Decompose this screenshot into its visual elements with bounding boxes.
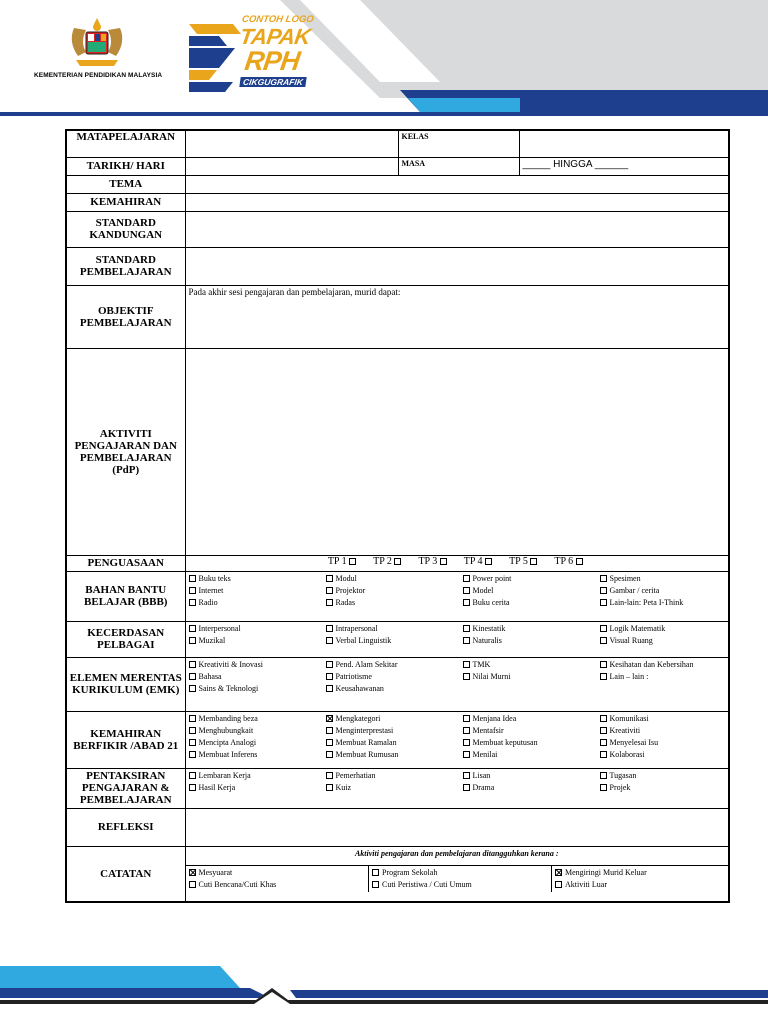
pentaksiran-option[interactable] (326, 770, 463, 782)
kp-option[interactable] (463, 623, 600, 635)
bbb-option[interactable] (600, 597, 726, 609)
checkbox-icon[interactable] (463, 673, 470, 680)
bbb-column (326, 573, 463, 609)
kba-option[interactable] (189, 713, 326, 725)
jata-negara-logo (66, 14, 128, 72)
kba-option-label: Menyelesai Isu (609, 737, 659, 747)
skill-field[interactable] (185, 193, 729, 211)
kba-option[interactable] (600, 737, 726, 749)
date-field[interactable] (185, 157, 398, 175)
theme-label: TEMA (66, 175, 185, 193)
emk-option-label: TMK (472, 659, 491, 669)
kp-option-label: Logik Matematik (609, 623, 666, 633)
checkbox-icon[interactable] (326, 661, 333, 668)
checkbox-icon[interactable] (189, 599, 196, 606)
bbb-option[interactable] (189, 573, 326, 585)
checked-checkbox-icon[interactable] (189, 869, 196, 876)
bbb-column (189, 573, 326, 609)
kba-option-label: Menginterprestasi (335, 725, 394, 735)
emk-option[interactable] (326, 683, 463, 695)
bbb-option[interactable] (463, 585, 600, 597)
objective-label: OBJEKTIF PEMBELAJARAN (66, 285, 185, 348)
bbb-column (463, 573, 600, 609)
mastery-options (186, 556, 729, 567)
checkbox-icon[interactable] (600, 772, 607, 779)
ministry-name: KEMENTERIAN PENDIDIKAN MALAYSIA (34, 72, 163, 79)
time-field[interactable]: _____ HINGGA ______ (519, 157, 729, 175)
checkbox-icon[interactable] (463, 727, 470, 734)
checkbox-icon[interactable] (463, 575, 470, 582)
checkbox-icon[interactable] (326, 575, 333, 582)
kba-option[interactable] (326, 737, 463, 749)
kp-option-label: Intrapersonal (335, 623, 378, 633)
bbb-option-label: Model (472, 585, 494, 595)
tp-option[interactable] (509, 556, 540, 567)
notes-col (369, 865, 552, 892)
notes-label: CATATAN (66, 846, 185, 902)
bbb-option[interactable] (189, 585, 326, 597)
checked-checkbox-icon[interactable] (555, 869, 562, 876)
emk-column (600, 659, 726, 695)
assessment-options (189, 770, 726, 794)
checkbox-icon[interactable] (189, 625, 196, 632)
checkbox-icon[interactable] (189, 637, 196, 644)
time-label: MASA (398, 157, 519, 175)
content-standard-label: STANDARD KANDUNGAN (66, 211, 185, 247)
emk-option-label: Keusahawanan (335, 683, 384, 693)
bbb-option-label: Radio (198, 597, 218, 607)
kp-option[interactable] (326, 635, 463, 647)
kba-column (463, 713, 600, 761)
pentaksiran-column (463, 770, 600, 794)
kba-option-label: Mentafsir (472, 725, 504, 735)
emk-option[interactable] (463, 659, 600, 671)
checkbox-icon[interactable] (600, 637, 607, 644)
kba-option[interactable] (189, 749, 326, 761)
learning-standard-field[interactable] (185, 247, 729, 285)
kba-option-label: Menjana Idea (472, 713, 517, 723)
notes-options (186, 865, 729, 892)
tp-option[interactable] (554, 556, 585, 567)
tp-label: TP 6 (554, 555, 574, 567)
kba-column (326, 713, 463, 761)
checkbox-icon[interactable] (600, 715, 607, 722)
emk-label: ELEMEN MERENTAS KURIKULUM (EMK) (66, 657, 185, 711)
checkbox-icon[interactable] (463, 587, 470, 594)
emk-option[interactable] (326, 671, 463, 683)
kp-options (189, 623, 726, 647)
kp-option[interactable] (600, 623, 726, 635)
emk-option[interactable] (600, 671, 726, 683)
checkbox-icon[interactable] (189, 685, 196, 692)
checkbox-icon[interactable] (189, 784, 196, 791)
tp-option[interactable] (328, 556, 359, 567)
checkbox-icon[interactable] (463, 751, 470, 758)
date-label: TARIKH/ HARI (66, 157, 185, 175)
kba-option-label: Membuat Rumusan (335, 749, 399, 759)
checkbox-icon[interactable] (600, 599, 607, 606)
footer-decoration (0, 960, 768, 1024)
emk-option[interactable] (600, 659, 726, 671)
logo-line3: RPH (242, 46, 302, 76)
kba-option[interactable] (463, 749, 600, 761)
activity-label: AKTIVITI PENGAJARAN DAN PEMBELAJARAN (PdP) (66, 348, 185, 555)
kba-option[interactable] (189, 737, 326, 749)
kba-option[interactable] (600, 725, 726, 737)
pentaksiran-option-label: Pemerhatian (335, 770, 376, 780)
pentaksiran-option[interactable] (189, 770, 326, 782)
notes-heading: Aktiviti pengajaran dan pembelajaran ditangguhkan kerana : (354, 848, 559, 858)
checkbox-icon[interactable] (600, 739, 607, 746)
kp-option-label: Naturalis (472, 635, 502, 645)
emk-option[interactable] (189, 659, 326, 671)
notes-option-label: Cuti Bencana/Cuti Khas (198, 879, 277, 889)
notes-option-label: Mesyuarat (198, 867, 233, 877)
emk-option-label: Lain – lain : (609, 671, 649, 681)
bbb-option-label: Gambar / cerita (609, 585, 660, 595)
bbb-option-label: Radas (335, 597, 356, 607)
emk-option[interactable] (189, 671, 326, 683)
kba-option-label: Mencipta Analogi (198, 737, 257, 747)
checkbox-icon[interactable] (463, 772, 470, 779)
notes-col (552, 865, 729, 892)
kp-column (189, 623, 326, 647)
checkbox-icon[interactable] (326, 772, 333, 779)
kp-option[interactable] (326, 623, 463, 635)
bbb-option[interactable] (463, 597, 600, 609)
kba-option[interactable] (600, 713, 726, 725)
kp-option-label: Interpersonal (198, 623, 241, 633)
kba-option-label: Membanding beza (198, 713, 258, 723)
checkbox-icon[interactable] (463, 784, 470, 791)
emk-option-label: Nilai Murni (472, 671, 511, 681)
notes-option-label: Program Sekolah (382, 867, 438, 877)
kp-option[interactable] (463, 635, 600, 647)
logo-line1: CONTOH LOGO (241, 14, 315, 25)
bbb-option-label: Lain-lain: Peta I-Think (609, 597, 684, 607)
tp-label: TP 3 (418, 555, 438, 567)
kp-label: KECERDASAN PELBAGAI (66, 621, 185, 657)
checkbox-icon[interactable] (189, 881, 196, 888)
bbb-option-label: Buku teks (198, 573, 231, 583)
pentaksiran-option[interactable] (189, 782, 326, 794)
emk-option[interactable] (463, 671, 600, 683)
class-field[interactable] (519, 130, 729, 157)
kba-option-label: Mengkategori (335, 713, 381, 723)
checkbox-icon[interactable] (189, 575, 196, 582)
tp-option[interactable] (418, 556, 449, 567)
checkbox-icon[interactable] (463, 625, 470, 632)
kba-option-label: Kreativiti (609, 725, 641, 735)
kba-column (189, 713, 326, 761)
emk-option-label: Sains & Teknologi (198, 683, 259, 693)
kba-option-label: Membuat keputusan (472, 737, 538, 747)
reflection-field[interactable] (185, 808, 729, 846)
content-standard-field[interactable] (185, 211, 729, 247)
checkbox-icon[interactable] (326, 673, 333, 680)
pentaksiran-column (326, 770, 463, 794)
kp-column (326, 623, 463, 647)
bbb-option[interactable] (326, 585, 463, 597)
checkbox-icon[interactable] (189, 587, 196, 594)
reflection-label: REFLEKSI (66, 808, 185, 846)
checkbox-icon[interactable] (600, 575, 607, 582)
checkbox-icon[interactable] (440, 558, 447, 565)
checkbox-icon[interactable] (326, 727, 333, 734)
kba-option-label: Membuat Ramalan (335, 737, 397, 747)
emk-options (189, 659, 726, 695)
notes-option-label: Mengiringi Murid Keluar (565, 867, 647, 877)
kba-option-label: Membuat Inferens (198, 749, 258, 759)
bbb-options (189, 573, 726, 609)
bbb-option[interactable] (189, 597, 326, 609)
notes-col (186, 865, 369, 892)
checked-checkbox-icon[interactable] (326, 715, 333, 722)
kba-option-label: Menghubungkait (198, 725, 254, 735)
notes-option[interactable] (372, 867, 548, 879)
pentaksiran-column (600, 770, 726, 794)
kba-option[interactable] (326, 725, 463, 737)
bbb-option-label: Modul (335, 573, 357, 583)
kp-option-label: Verbal Linguistik (335, 635, 392, 645)
checkbox-icon[interactable] (600, 587, 607, 594)
mastery-label: PENGUASAAN (66, 555, 185, 571)
checkbox-icon[interactable] (600, 661, 607, 668)
checkbox-icon[interactable] (189, 739, 196, 746)
checkbox-icon[interactable] (189, 751, 196, 758)
rph-form-table (65, 129, 730, 903)
emk-option-label: Patriotisme (335, 671, 372, 681)
kba-option[interactable] (463, 725, 600, 737)
checkbox-icon[interactable] (600, 751, 607, 758)
checkbox-icon[interactable] (326, 751, 333, 758)
checkbox-icon[interactable] (189, 673, 196, 680)
kp-column (600, 623, 726, 647)
kba-option-label: Kolaborasi (609, 749, 645, 759)
checkbox-icon[interactable] (189, 772, 196, 779)
pentaksiran-option-label: Tugasan (609, 770, 637, 780)
notes-option-label: Cuti Peristiwa / Cuti Umum (382, 879, 472, 889)
kp-option[interactable] (189, 623, 326, 635)
checkbox-icon[interactable] (463, 715, 470, 722)
emk-option[interactable] (189, 683, 326, 695)
checkbox-icon[interactable] (372, 869, 379, 876)
class-label: KELAS (398, 130, 519, 157)
subject-field[interactable] (185, 130, 398, 157)
checkbox-icon[interactable] (600, 727, 607, 734)
kp-option[interactable] (600, 635, 726, 647)
emk-column (189, 659, 326, 695)
learning-standard-label: STANDARD PEMBELAJARAN (66, 247, 185, 285)
theme-field[interactable] (185, 175, 729, 193)
pentaksiran-option-label: Projek (609, 782, 631, 792)
emk-column (326, 659, 463, 695)
checkbox-icon[interactable] (349, 558, 356, 565)
pentaksiran-option[interactable] (600, 770, 726, 782)
bbb-option-label: Spesimen (609, 573, 641, 583)
checkbox-icon[interactable] (189, 715, 196, 722)
bbb-option-label: Projektor (335, 585, 366, 595)
kba-options (189, 713, 726, 761)
kba-option[interactable] (326, 713, 463, 725)
pentaksiran-option-label: Hasil Kerja (198, 782, 236, 792)
checkbox-icon[interactable] (189, 727, 196, 734)
bbb-option-label: Buku cerita (472, 597, 510, 607)
checkbox-icon[interactable] (600, 673, 607, 680)
tapak-rph-logo-mark (189, 24, 241, 92)
pentaksiran-option[interactable] (463, 770, 600, 782)
checkbox-icon[interactable] (326, 625, 333, 632)
bbb-option[interactable] (600, 585, 726, 597)
objective-field[interactable]: Pada akhir sesi pengajaran dan pembelajaran, murid dapat: (185, 285, 729, 348)
checkbox-icon[interactable] (326, 599, 333, 606)
bbb-option-label: Power point (472, 573, 512, 583)
checkbox-icon[interactable] (372, 881, 379, 888)
pentaksiran-option[interactable] (600, 782, 726, 794)
emk-option-label: Bahasa (198, 671, 222, 681)
tp-option[interactable] (464, 556, 495, 567)
checkbox-icon[interactable] (600, 625, 607, 632)
notes-option[interactable] (372, 879, 548, 891)
assessment-label: PENTAKSIRAN PENGAJARAN & PEMBELAJARAN (66, 768, 185, 808)
kp-option[interactable] (189, 635, 326, 647)
logo-line2: TAPAK (238, 24, 312, 49)
kba-option[interactable] (463, 713, 600, 725)
emk-column (463, 659, 600, 695)
pentaksiran-option-label: Drama (472, 782, 495, 792)
notes-option[interactable] (189, 879, 366, 891)
bbb-option[interactable] (600, 573, 726, 585)
kp-option-label: Visual Ruang (609, 635, 653, 645)
emk-option[interactable] (326, 659, 463, 671)
checkbox-icon[interactable] (576, 558, 583, 565)
kba-option[interactable] (189, 725, 326, 737)
checkbox-icon[interactable] (463, 637, 470, 644)
kp-option-label: Kinestatik (472, 623, 506, 633)
pentaksiran-option-label: Kuiz (335, 782, 352, 792)
bbb-option[interactable] (463, 573, 600, 585)
subject-label: MATAPELAJARAN (66, 130, 185, 157)
pentaksiran-option-label: Lisan (472, 770, 491, 780)
bbb-label: BAHAN BANTU BELAJAR (BBB) (66, 571, 185, 621)
emk-option-label: Pend. Alam Sekitar (335, 659, 398, 669)
kp-option-label: Muzikal (198, 635, 226, 645)
checkbox-icon[interactable] (326, 685, 333, 692)
checkbox-icon[interactable] (326, 587, 333, 594)
checkbox-icon[interactable] (600, 784, 607, 791)
emk-option-label: Kesihatan dan Kebersihan (609, 659, 694, 669)
kba-option-label: Komunikasi (609, 713, 649, 723)
notes-option[interactable] (555, 879, 725, 891)
pentaksiran-option[interactable] (463, 782, 600, 794)
kba-option[interactable] (463, 737, 600, 749)
checkbox-icon[interactable] (326, 637, 333, 644)
pentaksiran-column (189, 770, 326, 794)
checkbox-icon[interactable] (326, 739, 333, 746)
kba-label: KEMAHIRAN BERFIKIR /ABAD 21 (66, 711, 185, 768)
checkbox-icon[interactable] (555, 881, 562, 888)
tp-label: TP 2 (373, 555, 392, 567)
pentaksiran-option[interactable] (326, 782, 463, 794)
logo-line4: CIKGUGRAFIK (239, 77, 306, 87)
checkbox-icon[interactable] (485, 558, 492, 565)
checkbox-icon[interactable] (463, 739, 470, 746)
bbb-option-label: Internet (198, 585, 224, 595)
notes-option[interactable] (555, 867, 725, 879)
emk-option-label: Kreativiti & Inovasi (198, 659, 263, 669)
kba-option[interactable] (326, 749, 463, 761)
activity-field[interactable] (185, 348, 729, 555)
skill-label: KEMAHIRAN (66, 193, 185, 211)
tp-option[interactable] (373, 556, 404, 567)
checkbox-icon[interactable] (394, 558, 401, 565)
kp-column (463, 623, 600, 647)
bbb-option[interactable] (326, 597, 463, 609)
kba-option[interactable] (600, 749, 726, 761)
tp-label: TP 1 (327, 555, 347, 567)
checkbox-icon[interactable] (326, 784, 333, 791)
notes-option[interactable] (189, 867, 366, 879)
checkbox-icon[interactable] (189, 661, 196, 668)
tp-label: TP 5 (509, 555, 528, 567)
checkbox-icon[interactable] (463, 599, 470, 606)
checkbox-icon[interactable] (530, 558, 537, 565)
notes-option-label: Aktiviti Luar (565, 879, 607, 889)
kba-option-label: Menilai (472, 749, 498, 759)
tp-label: TP 4 (463, 555, 483, 567)
bbb-column (600, 573, 726, 609)
kba-column (600, 713, 726, 761)
checkbox-icon[interactable] (463, 661, 470, 668)
bbb-option[interactable] (326, 573, 463, 585)
pentaksiran-option-label: Lembaran Kerja (198, 770, 251, 780)
